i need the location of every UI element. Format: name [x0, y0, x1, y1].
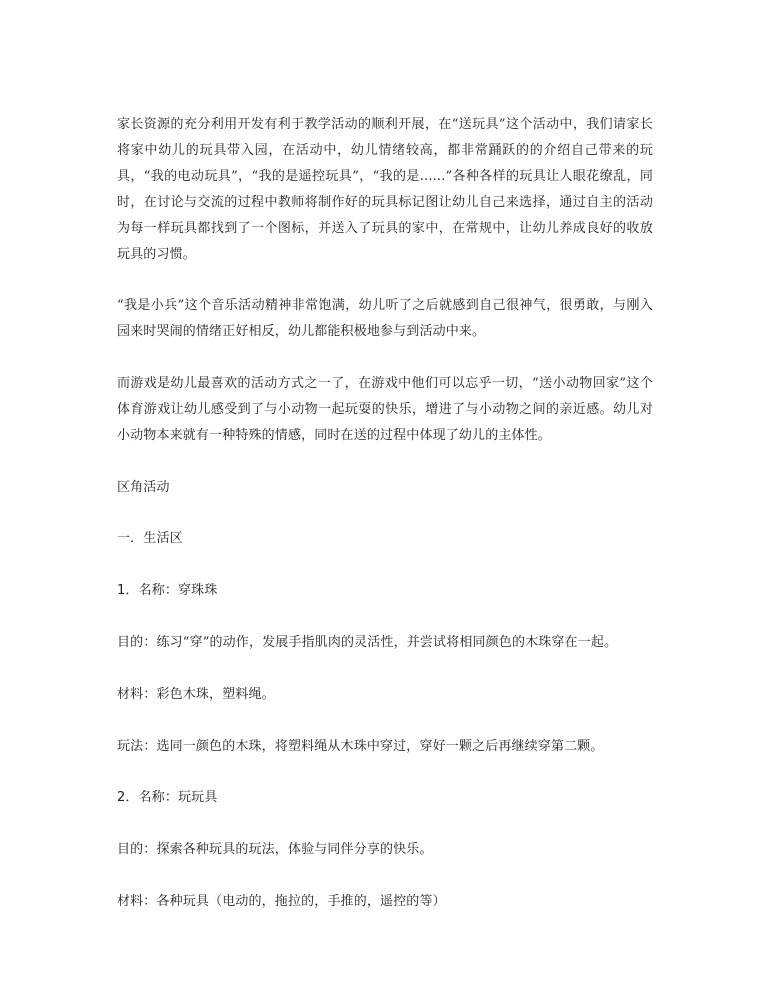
activity-1-goal: 目的：练习“穿”的动作，发展手指肌肉的灵活性，并尝试将相同颜色的木珠穿在一起。 [117, 635, 618, 651]
activity-2-number: 2 [117, 790, 126, 806]
document-page [117, 112, 653, 915]
activity-1-number: 1 [117, 583, 126, 599]
paragraph-parent-resources: 家长资源的充分利用开发有利于教学活动的顺利开展，在“送玩具”这个活动中，我们请家长将家中幼儿的玩具带入园，在活动中，幼儿情绪较高，都非常踊跃的的介绍自己带来的玩具，“我的电动玩具”，“我的是遥控玩具”，“我的是......”各种各样的玩具让人眼花缭乱，同时，在讨论与交流的过程中教师将制作好的玩具标记图让幼儿自己来选择，通过自主的活动为每一样玩具都找到了一个图标，并送入了玩具的家中，在常规中，让幼儿养成良好的收放玩具的习惯。 [117, 117, 653, 262]
activity-2-goal: 目的：探索各种玩具的玩法，体验与同伴分享的快乐。 [117, 842, 433, 858]
activity-2-name-text: ．名称：玩玩具 [125, 790, 218, 806]
paragraph-music-activity: “我是小兵”这个音乐活动精神非常饱满，幼儿听了之后就感到自己很神气，很勇敢，与刚入园来时哭闹的情绪正好相反，幼儿都能积极地参与到活动中来。 [117, 298, 653, 340]
activity-1-method: 玩法：选同一颜色的木珠，将塑料绳从木珠中穿过，穿好一颗之后再继续穿第二颗。 [117, 738, 604, 754]
activity-1-name [117, 578, 653, 604]
activity-1-materials: 材料：彩色木珠，塑料绳。 [117, 686, 275, 702]
subsection-title: 一．生活区 [117, 531, 183, 547]
activity-1-name-text: ．名称：穿珠珠 [125, 583, 218, 599]
activity-2-name [117, 785, 653, 811]
activity-2-materials: 材料：各种玩具（电动的，拖拉的，手推的，遥控的等） [117, 894, 446, 910]
paragraph-games: 而游戏是幼儿最喜欢的活动方式之一了，在游戏中他们可以忘乎一切，“送小动物回家”这个体育游戏让幼儿感受到了与小动物一起玩耍的快乐，增进了与小动物之间的亲近感。幼儿对小动物本来就有一种特殊的情感，同时在送的过程中体现了幼儿的主体性。 [117, 376, 653, 443]
section-title: 区角活动 [117, 479, 170, 495]
